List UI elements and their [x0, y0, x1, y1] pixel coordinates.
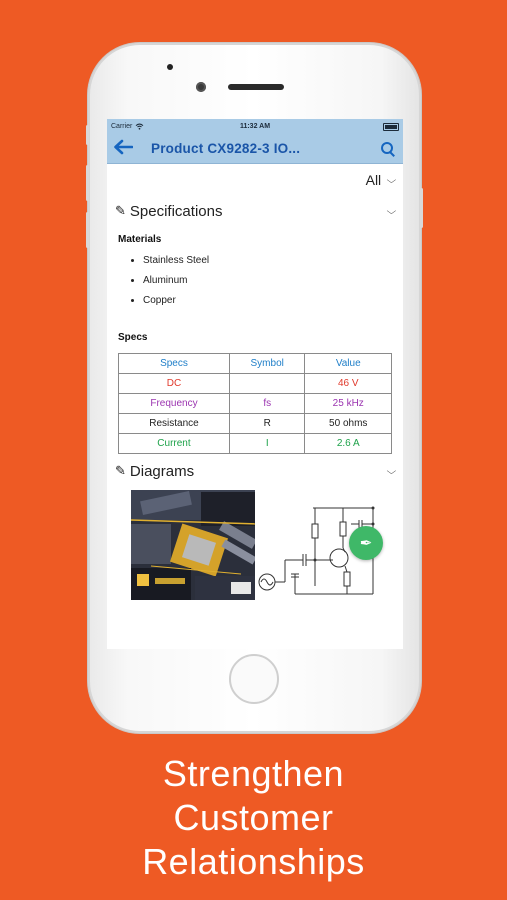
table-row [119, 414, 392, 434]
phone-front-camera [196, 82, 206, 92]
specifications-section-header[interactable] [107, 196, 403, 226]
diagrams-section-header[interactable] [107, 456, 403, 486]
table-row [119, 434, 392, 454]
symbol-cell: fs [229, 394, 305, 414]
chevron-down-icon: ⌵ [386, 465, 397, 476]
value-cell: 46 V [305, 374, 392, 394]
list-item: • Copper [143, 295, 403, 306]
table-header-row [119, 354, 392, 374]
spec-cell: Resistance [119, 414, 230, 434]
tagline-line-1: Strengthen [162, 753, 345, 794]
tagline-line-2: Customer [173, 797, 334, 838]
list-item: • Stainless Steel [143, 255, 403, 266]
value-cell: 50 ohms [305, 414, 392, 434]
specs-table [118, 353, 392, 454]
search-icon[interactable] [379, 140, 397, 158]
column-header: Symbol [229, 354, 305, 374]
phone-volume-down [86, 212, 89, 248]
back-arrow-icon[interactable] [113, 139, 151, 159]
phone-sensor [167, 64, 173, 70]
symbol-cell [229, 374, 305, 394]
status-time: 11:32 AM [239, 123, 271, 130]
phone-speaker [228, 84, 284, 90]
materials-heading: Materials [118, 234, 162, 245]
phone-side-button [86, 125, 89, 145]
battery-icon [383, 123, 399, 131]
spec-cell: Frequency [119, 394, 230, 414]
materials-list [107, 255, 403, 306]
phone-volume-up [86, 165, 89, 201]
chevron-down-icon: ⌵ [386, 174, 397, 185]
phone-power-button [420, 188, 423, 228]
circuit-diagram[interactable] [255, 490, 403, 600]
spec-cell: Current [119, 434, 230, 454]
tagline [0, 752, 507, 884]
motherboard-photo[interactable] [131, 490, 255, 600]
home-button[interactable] [229, 654, 279, 704]
tagline-line-3: Relationships [142, 841, 365, 882]
pencil-icon: ✎ [115, 463, 126, 478]
column-header: Value [305, 354, 392, 374]
carrier-label: Carrier [111, 123, 133, 130]
symbol-cell: R [229, 414, 305, 434]
specifications-heading: Specifications [129, 202, 223, 220]
value-cell: 2.6 A [305, 434, 392, 454]
navigation-bar [107, 134, 403, 164]
status-bar [107, 119, 403, 134]
list-item: • Aluminum [143, 275, 403, 286]
diagrams-gallery [107, 490, 403, 600]
filter-label: All [365, 172, 382, 188]
symbol-cell: I [229, 434, 305, 454]
spec-cell: DC [119, 374, 230, 394]
value-cell: 25 kHz [305, 394, 392, 414]
table-row [119, 374, 392, 394]
page-title: Product CX9282-3 IO... [151, 141, 301, 156]
edit-pen-icon[interactable]: ✒ [349, 526, 383, 560]
pencil-icon: ✎ [115, 203, 126, 218]
table-row [119, 394, 392, 414]
diagrams-heading: Diagrams [129, 462, 195, 480]
specs-heading: Specs [118, 332, 148, 343]
chevron-down-icon: ⌵ [386, 205, 397, 216]
column-header: Specs [119, 354, 230, 374]
app-screen [107, 119, 403, 649]
filter-dropdown[interactable] [107, 164, 403, 196]
